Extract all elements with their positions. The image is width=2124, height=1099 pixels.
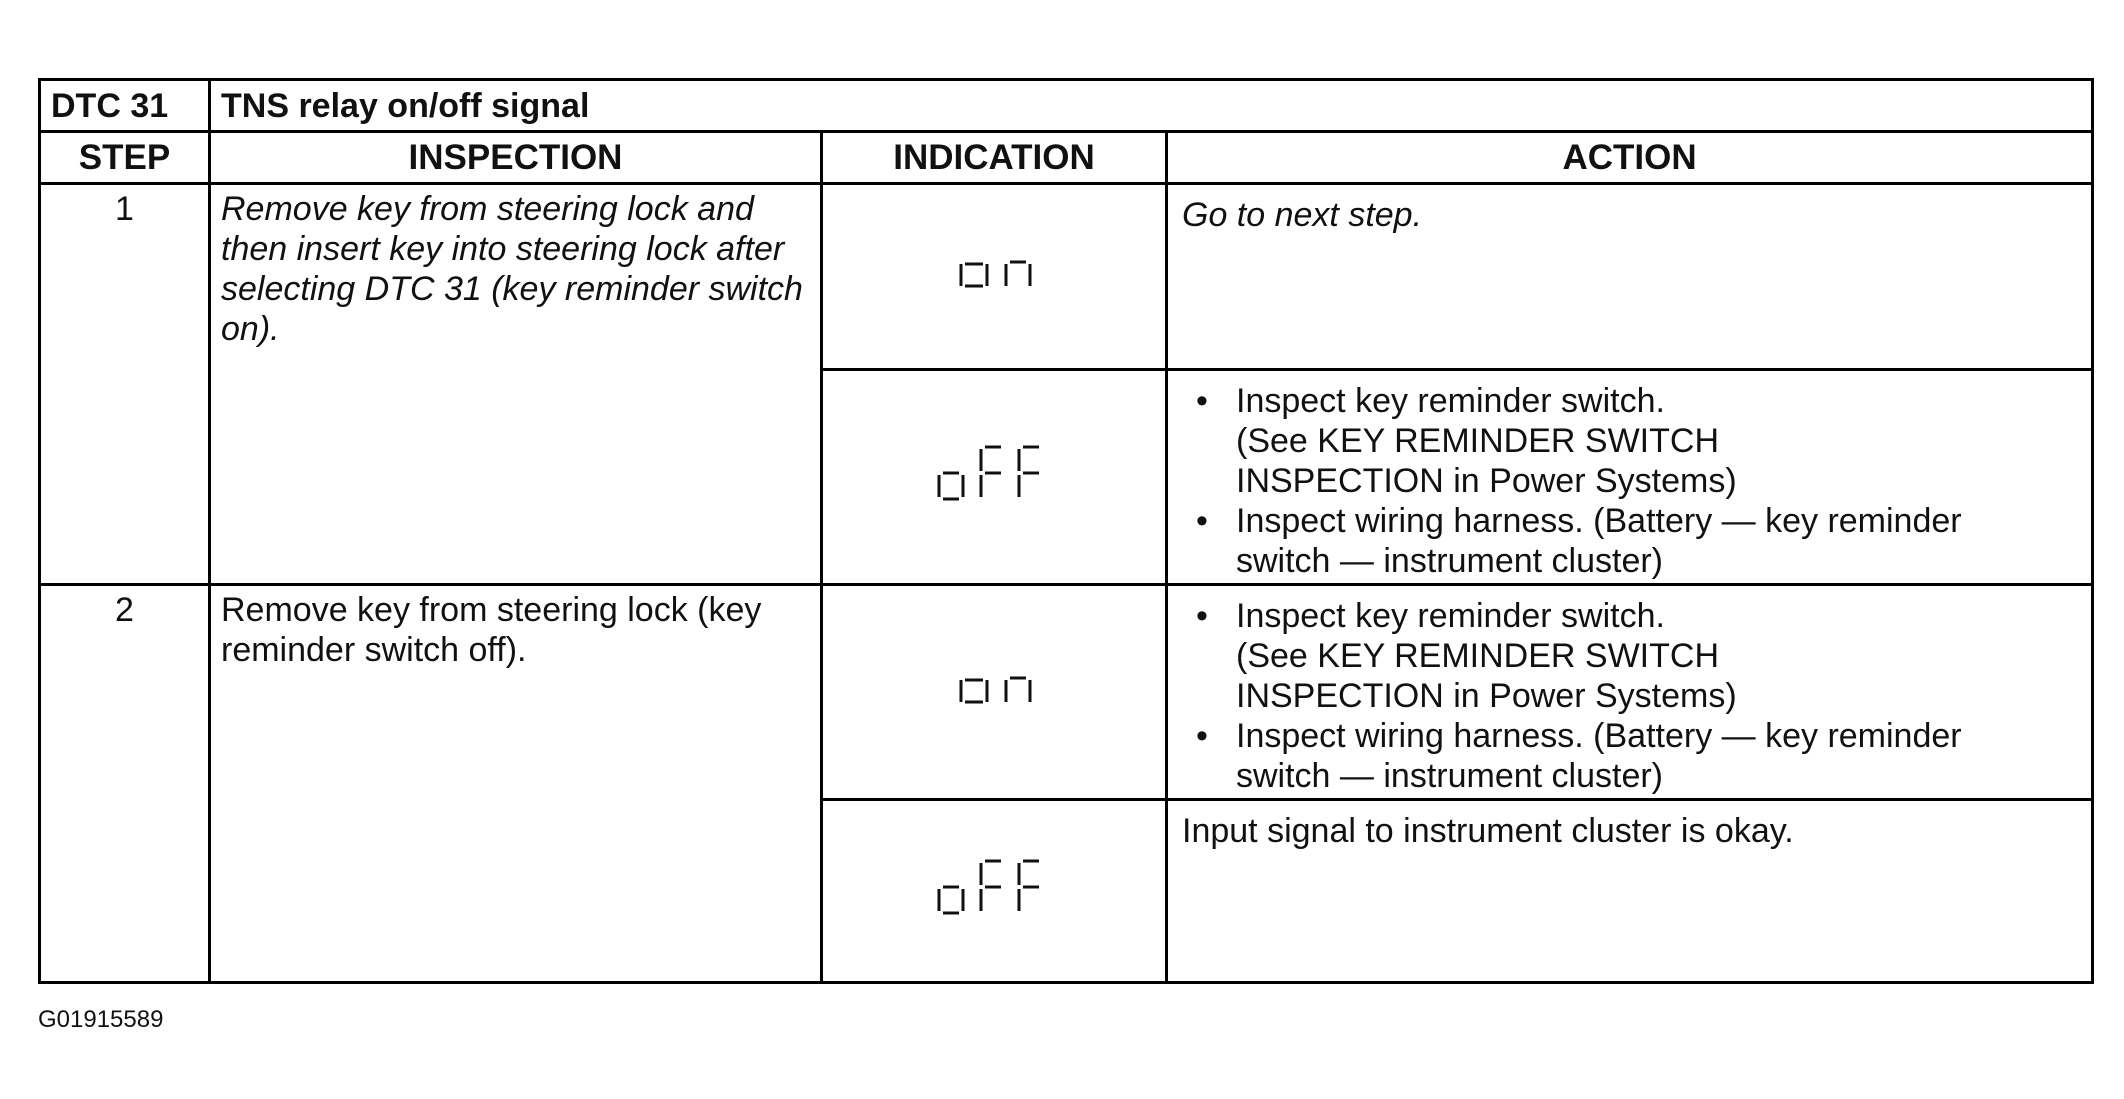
header-step: STEP xyxy=(40,132,210,184)
segment-display-off xyxy=(929,441,1059,505)
indication-on-display xyxy=(822,585,1167,800)
dtc-title-cell: TNS relay on/off signal xyxy=(210,80,2093,132)
list-item: • Inspect wiring harness. (Battery — key reminder switch — instrument cluster) xyxy=(1182,501,2077,581)
step-1-on-action: Go to next step. xyxy=(1167,184,2093,370)
step-2-off-action: Input signal to instrument cluster is okay. xyxy=(1167,800,2093,983)
step-2-on-action xyxy=(1167,585,2093,800)
table-row xyxy=(40,585,2093,800)
segment-display-on xyxy=(944,252,1044,292)
dtc-table xyxy=(38,78,2094,984)
step-1-off-action xyxy=(1167,370,2093,585)
header-indication: INDICATION xyxy=(822,132,1167,184)
list-item: • Inspect wiring harness. (Battery — key reminder switch — instrument cluster) xyxy=(1182,716,2077,796)
step-1-inspection: Remove key from steering lock and then insert key into steering lock after selecting DTC 31 (key reminder switch on). xyxy=(210,184,822,585)
table-row xyxy=(40,184,2093,370)
step-number-1: 1 xyxy=(40,184,210,585)
figure-id: G01915589 xyxy=(38,1006,164,1033)
dtc-code-cell: DTC 31 xyxy=(40,80,210,132)
indication-on-display xyxy=(822,184,1167,370)
list-item: • Inspect key reminder switch. (See KEY REMINDER SWITCH INSPECTION in Power Systems) xyxy=(1182,381,2077,501)
indication-off-display xyxy=(822,800,1167,983)
segment-display-on xyxy=(944,668,1044,708)
list-item: • Inspect key reminder switch. (See KEY REMINDER SWITCH INSPECTION in Power Systems) xyxy=(1182,596,2077,716)
step-2-inspection: Remove key from steering lock (key reminder switch off). xyxy=(210,585,822,983)
indication-off-display xyxy=(822,370,1167,585)
step-number-2: 2 xyxy=(40,585,210,983)
segment-display-off xyxy=(929,855,1059,919)
header-action: ACTION xyxy=(1167,132,2093,184)
header-inspection: INSPECTION xyxy=(210,132,822,184)
